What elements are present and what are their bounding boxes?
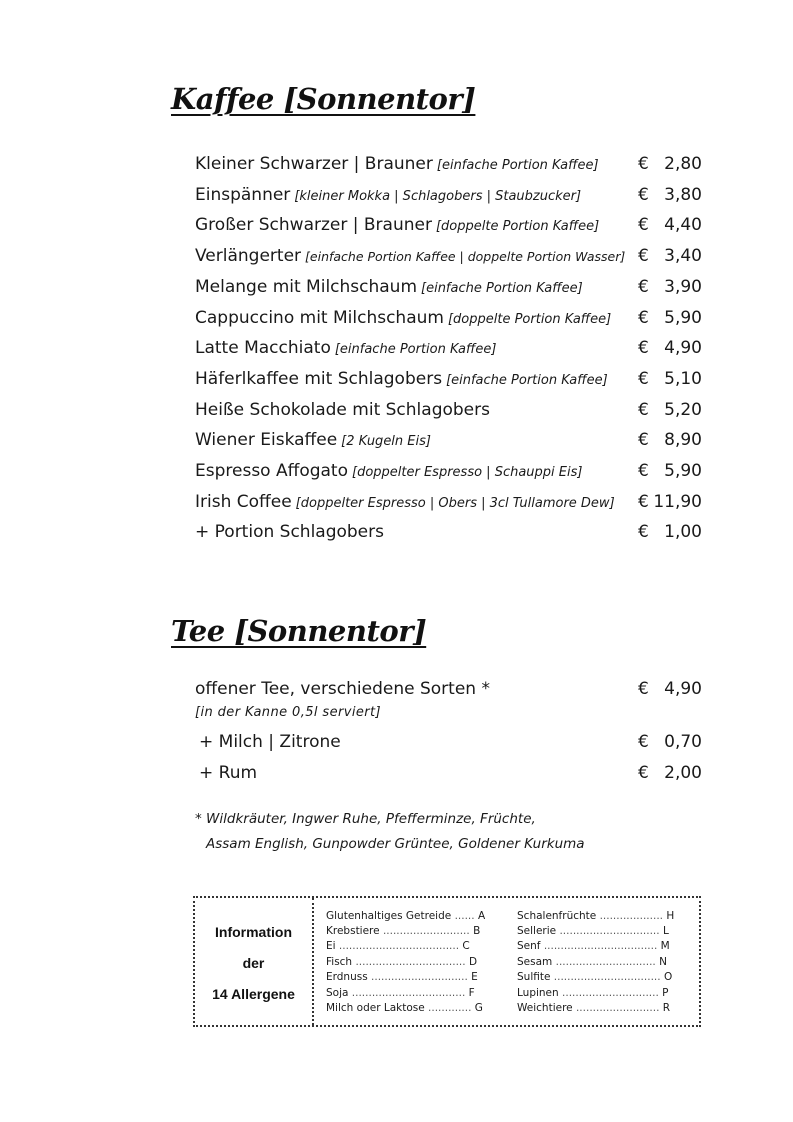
allergen-info-line1: Information (215, 924, 292, 940)
item-desc: [doppelter Espresso | Obers | 3cl Tullamore Dew] (295, 496, 615, 511)
allergen-name: Fisch (326, 956, 353, 968)
item-name: + Milch | Zitrone (199, 732, 341, 752)
item-label (195, 492, 615, 512)
allergen-info-line2: der (242, 955, 265, 971)
allergen-entry (326, 956, 477, 968)
allergen-code: O (663, 971, 673, 983)
menu-row (195, 335, 702, 361)
menu-row (195, 519, 702, 545)
allergen-name: Ei (326, 940, 336, 952)
allergen-code: E (471, 971, 478, 983)
item-name: + Rum (199, 763, 258, 783)
allergen-leader: ......................... (575, 1002, 660, 1014)
item-label (195, 522, 388, 542)
item-price: 4,40 (664, 215, 702, 235)
menu-row (195, 676, 702, 702)
allergen-entry (517, 956, 667, 968)
item-label (195, 185, 581, 205)
kaffee-title: Kaffee [Sonnentor] (171, 82, 476, 116)
allergen-leader: ................................. (355, 956, 466, 968)
allergen-box (193, 896, 701, 1027)
allergen-code: F (468, 987, 475, 999)
item-price: 3,80 (664, 185, 702, 205)
allergen-leader: ................................ (553, 971, 661, 983)
allergen-leader: ............. (428, 1002, 472, 1014)
item-price: 11,90 (653, 492, 702, 512)
item-desc: [einfache Portion Kaffee] (421, 281, 583, 296)
tea-serving-note: [in der Kanne 0,5l serviert] (195, 705, 381, 720)
allergen-leader: .................................. (351, 987, 466, 999)
allergen-name: Milch oder Laktose (326, 1002, 425, 1014)
allergen-leader: ...... (454, 910, 475, 922)
currency-symbol: € (638, 185, 649, 205)
allergen-entry (326, 925, 480, 937)
item-price: 3,90 (664, 277, 702, 297)
allergen-name: Schalenfrüchte (517, 910, 597, 922)
allergen-leader: ............................. (562, 987, 659, 999)
item-desc: [einfache Portion Kaffee] (334, 342, 497, 357)
menu-row (195, 151, 702, 177)
currency-symbol: € (638, 732, 649, 752)
currency-symbol: € (638, 308, 649, 328)
item-name: Cappuccino mit Milchschaum (195, 308, 444, 328)
allergen-entry (517, 925, 669, 937)
allergen-code: A (477, 910, 486, 922)
menu-row (195, 760, 702, 786)
allergen-code: G (474, 1002, 483, 1014)
item-desc: [2 Kugeln Eis] (341, 434, 431, 449)
menu-row (195, 489, 702, 515)
allergen-leader: .............................. (555, 956, 656, 968)
item-desc: [einfache Portion Kaffee] (436, 158, 599, 173)
menu-row (195, 243, 702, 269)
allergen-code: H (666, 910, 675, 922)
allergen-code: B (473, 925, 481, 937)
item-name: Espresso Affogato (195, 461, 348, 481)
allergen-leader: .................................... (338, 940, 460, 952)
item-price: 1,00 (664, 522, 702, 542)
allergen-entry (326, 971, 478, 983)
item-name: Kleiner Schwarzer | Brauner (195, 154, 433, 174)
item-price: 5,10 (664, 369, 702, 389)
item-price: 0,70 (664, 732, 702, 752)
currency-symbol: € (638, 277, 649, 297)
menu-row (195, 397, 702, 423)
allergen-leader: ............................. (371, 971, 468, 983)
allergen-code: C (462, 940, 470, 952)
currency-symbol: € (638, 246, 649, 266)
allergen-code: L (662, 925, 669, 937)
item-label (195, 277, 583, 297)
item-name: Häferlkaffee mit Schlagobers (195, 369, 443, 389)
allergen-name: Sesam (517, 956, 553, 968)
currency-symbol: € (638, 154, 649, 174)
item-name: Großer Schwarzer | Brauner (195, 215, 432, 235)
item-desc: [doppelte Portion Kaffee] (447, 312, 612, 327)
menu-row (195, 182, 702, 208)
item-name: Melange mit Milchschaum (195, 277, 418, 297)
currency-symbol: € (638, 679, 649, 699)
allergen-name: Erdnuss (326, 971, 368, 983)
currency-symbol: € (638, 763, 649, 783)
allergen-entry (517, 987, 669, 999)
allergen-name: Sulfite (517, 971, 551, 983)
tea-footnote-line2: Assam English, Gunpowder Grüntee, Goldener Kurkuma (206, 836, 585, 852)
menu-row (195, 729, 702, 755)
menu-row (195, 212, 702, 238)
allergen-entry (517, 971, 672, 983)
allergen-code: P (662, 987, 669, 999)
item-price: 4,90 (664, 679, 702, 699)
item-label (195, 246, 625, 266)
currency-symbol: € (638, 522, 649, 542)
item-name: Irish Coffee (195, 492, 292, 512)
currency-symbol: € (638, 461, 649, 481)
allergen-code: N (659, 956, 667, 968)
menu-row (195, 305, 702, 331)
currency-symbol: € (638, 338, 649, 358)
allergen-name: Weichtiere (517, 1002, 573, 1014)
allergen-entry (326, 987, 475, 999)
allergen-entry (517, 910, 674, 922)
tee-title: Tee [Sonnentor] (171, 614, 427, 648)
allergen-code: M (660, 940, 670, 952)
allergen-name: Soja (326, 987, 349, 999)
item-desc: [einfache Portion Kaffee | doppelte Portion Wasser] (305, 249, 626, 264)
item-name: Wiener Eiskaffee (195, 430, 338, 450)
allergen-name: Sellerie (517, 925, 557, 937)
menu-row (195, 366, 702, 392)
item-desc: [einfache Portion Kaffee] (446, 373, 608, 388)
item-label (195, 338, 496, 358)
allergen-entry (517, 940, 670, 952)
item-name: offener Tee, verschiedene Sorten * (195, 679, 490, 699)
item-label (195, 308, 611, 328)
allergen-entry (326, 910, 485, 922)
item-name: Einspänner (195, 185, 291, 205)
menu-row (195, 427, 702, 453)
allergen-name: Glutenhaltiges Getreide (326, 910, 452, 922)
item-price: 5,90 (664, 308, 702, 328)
item-desc: [doppelte Portion Kaffee] (435, 219, 600, 234)
allergen-entry (326, 940, 470, 952)
allergen-leader: .................................. (543, 940, 658, 952)
allergen-name: Senf (517, 940, 541, 952)
item-price: 5,90 (664, 461, 702, 481)
item-label (195, 369, 608, 389)
currency-symbol: € (638, 369, 649, 389)
allergen-leader: ................... (599, 910, 663, 922)
currency-symbol: € (638, 215, 649, 235)
allergen-leader: .......................... (382, 925, 470, 937)
item-price: 4,90 (664, 338, 702, 358)
item-label (195, 215, 599, 235)
allergen-code: R (662, 1002, 671, 1014)
item-price: 2,00 (664, 763, 702, 783)
item-name: + Portion Schlagobers (195, 522, 384, 542)
item-name: Latte Macchiato (195, 338, 331, 358)
currency-symbol: € (638, 430, 649, 450)
currency-symbol: € (638, 400, 649, 420)
allergen-entry (517, 1002, 670, 1014)
item-label (195, 400, 494, 420)
tea-footnote-line1: * Wildkräuter, Ingwer Ruhe, Pfefferminze, Früchte, (195, 811, 536, 827)
item-desc: [kleiner Mokka | Schlagobers | Staubzucker] (294, 189, 582, 204)
item-label (195, 461, 582, 481)
item-desc: [doppelter Espresso | Schauppi Eis] (352, 465, 583, 480)
item-price: 8,90 (664, 430, 702, 450)
allergen-name: Krebstiere (326, 925, 380, 937)
item-label (195, 154, 599, 174)
currency-symbol: € (638, 492, 649, 512)
menu-row (195, 458, 702, 484)
allergen-name: Lupinen (517, 987, 559, 999)
item-price: 5,20 (664, 400, 702, 420)
allergen-divider (312, 898, 314, 1025)
allergen-code: D (468, 956, 478, 968)
allergen-entry (326, 1002, 483, 1014)
item-price: 2,80 (664, 154, 702, 174)
allergen-info-line3: 14 Allergene (212, 986, 295, 1002)
item-label (195, 430, 431, 450)
menu-row (195, 274, 702, 300)
allergen-leader: .............................. (559, 925, 660, 937)
item-price: 3,40 (664, 246, 702, 266)
item-name: Verlängerter (195, 246, 302, 266)
item-name: Heiße Schokolade mit Schlagobers (195, 400, 490, 420)
